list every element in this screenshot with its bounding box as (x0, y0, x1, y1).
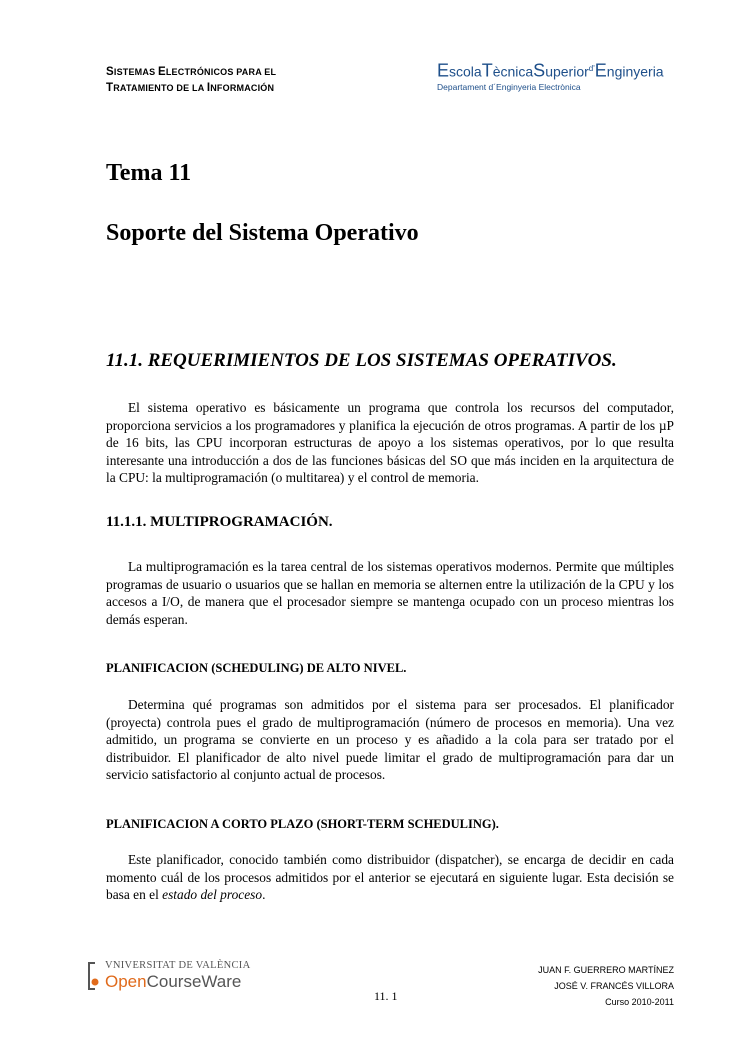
page-number: 11. 1 (374, 989, 398, 1003)
paragraph-short-term-scheduling: Este planificador, conocido también como distribuidor (dispatcher), se encarga de decidir en cada momento cuál de los procesos admitidos por el anterior se ejecutará en siguiente lugar. Esta decisión se basa en el estado del proceso. (106, 852, 674, 902)
paragraph-intro: El sistema operativo es básicamente un programa que controla los recursos del computador, proporciona servicios a los programadores y planifica la ejecución de otros programas. A partir de los µP de 16 bits, las CPU incorporan estructuras de apoyo a los sistemas operativos, por lo que resulta interesante una introducción a dos de las funciones básicas del SO que más inciden en la arquitectura de la CPU: la multiprogramación (o multitarea) y el control de memoria. (106, 400, 674, 485)
subsection-heading: 11.1.1. MULTIPROGRAMACIÓN. (106, 514, 333, 530)
paragraph-multiprogramming: La multiprogramación es la tarea central de los sistemas operativos modernos. Permite que múltiples programas de usuario o usuarios que se hallan en memoria se alternen entre la utilización de la CPU y los accesos a I/O, de manera que el procesador siempre se mantenga ocupado con un proceso mientras los demás esperan. (106, 559, 674, 627)
paragraph-high-level-scheduling: Determina qué programas son admitidos por el sistema para ser procesados. El planificador (proyecta) controla pues el grado de multiprogramación (número de procesos en memoria). Una vez admitido, un programa se convierte en un proceso y es añadido a la cola para ser tratado por el distribuidor. El planificador de alto nivel puede limitar el grado de multiprogramación para dar un servicio satisfactorio al conjunto actual de procesos. (106, 697, 674, 782)
school-logo-department: Departament d´Enginyeria Electrònica (437, 81, 581, 92)
header-line-1: SISTEMAS ELECTRÓNICOS PARA EL (106, 66, 277, 78)
footer-authors (538, 962, 674, 1010)
school-logo-name: EscolaTècnicaSuperior$^{d'}$Enginyeria (437, 60, 664, 81)
header-course-title (106, 64, 276, 96)
university-logo (86, 960, 256, 996)
ocw-bracket-icon (86, 962, 100, 990)
university-name: VNIVERSITAT DE VALÈNCIA (105, 960, 251, 971)
heading-short-term-scheduling: PLANIFICACION A CORTO PLAZO (SHORT-TERM SCHEDULING). (106, 817, 499, 831)
page-subtitle: Soporte del Sistema Operativo (106, 220, 419, 246)
page-title: Tema 11 (106, 160, 192, 186)
school-logo (437, 60, 677, 92)
ocw-wordmark: OpenCourseWare (105, 972, 242, 991)
author-1: JUAN F. GUERRERO MARTÍNEZ (538, 965, 674, 975)
header-line-2: TRATAMIENTO DE LA INFORMACIÓN (106, 82, 275, 94)
heading-high-level-scheduling: PLANIFICACION (SCHEDULING) DE ALTO NIVEL. (106, 661, 407, 675)
section-heading: 11.1. REQUERIMIENTOS DE LOS SISTEMAS OPERATIVOS. (106, 350, 617, 371)
author-2: JOSÉ V. FRANCÉS VILLORA (554, 981, 674, 991)
course-year: Curso 2010-2011 (605, 997, 674, 1007)
